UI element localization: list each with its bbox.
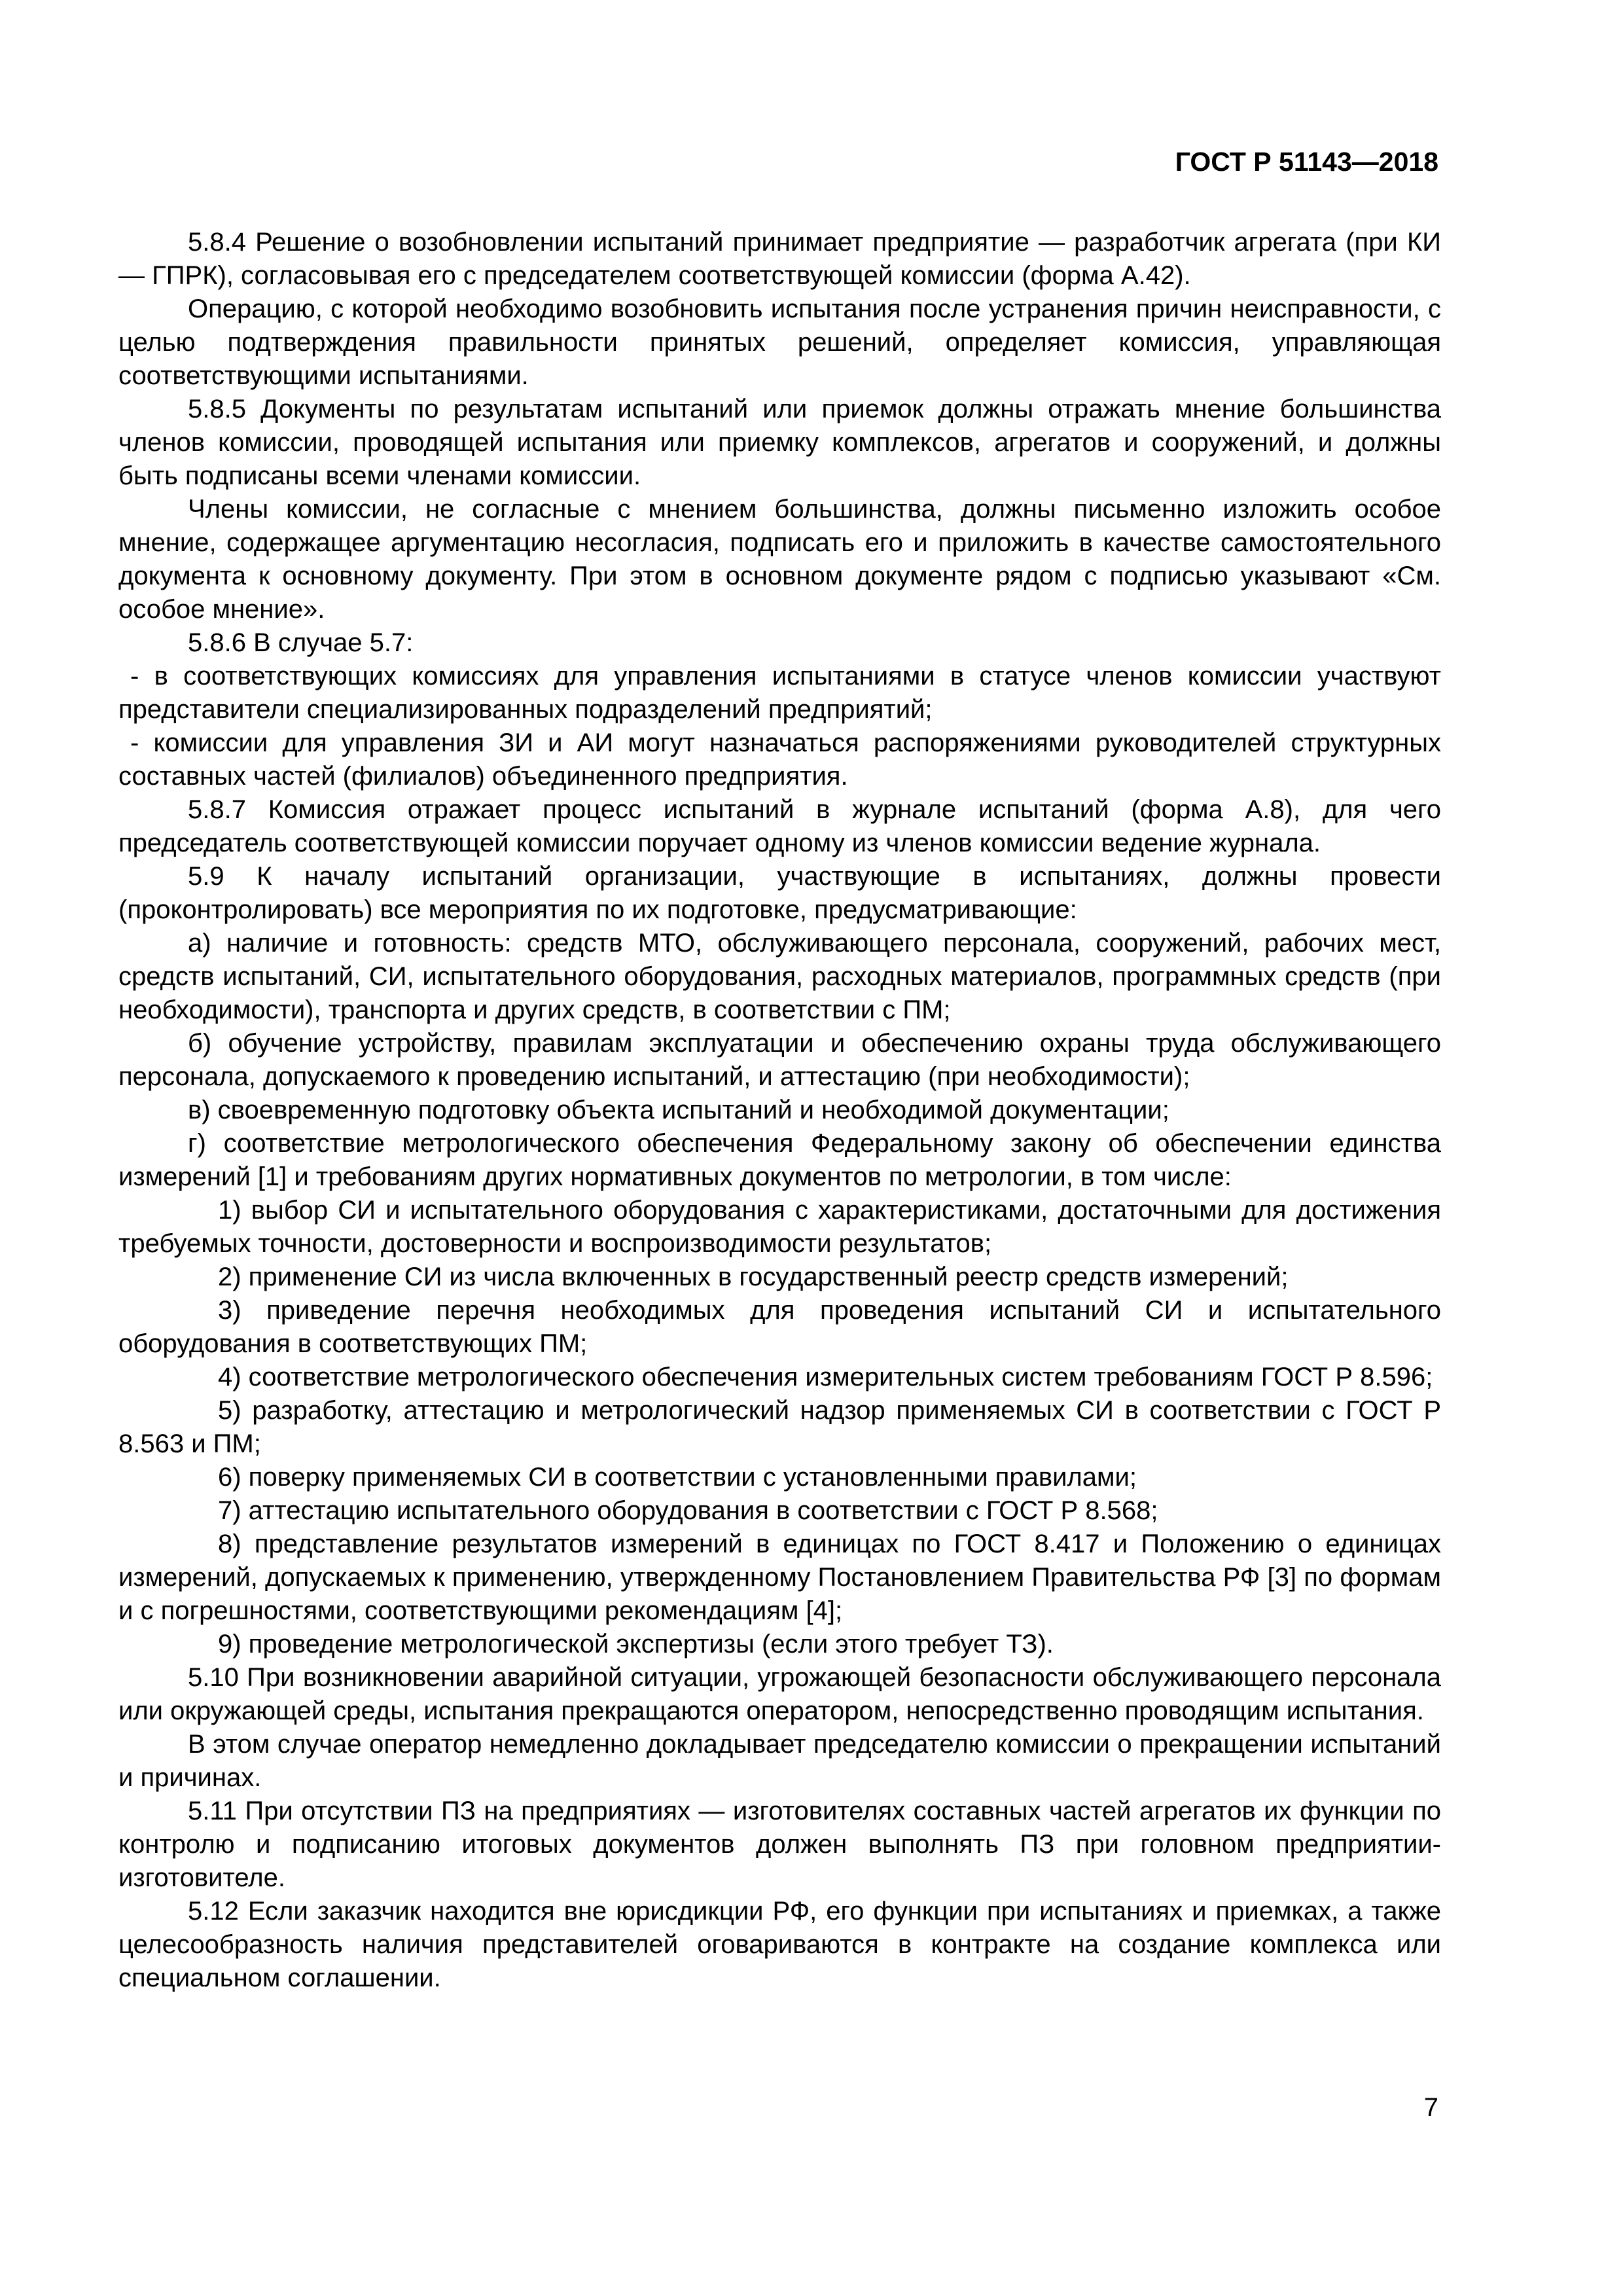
paragraph: 5.10 При возникновении аварийной ситуации, угрожающей безопасности обслуживающего персонала или окружающей среды, испытания прекращаются оператором, непосредственно проводящим испытания. [118,1663,1441,1725]
paragraph: 5.12 Если заказчик находится вне юрисдикции РФ, его функции при испытаниях и приемках, а также целесообразность наличия представителей оговариваются в контракте на создание комплекса или специальном соглашении. [118,1897,1441,1992]
sub-list-item: 1) выбор СИ и испытательного оборудования с характеристиками, достаточными для достижения требуемых точности, достоверности и воспроизводимости результатов; [118,1196,1441,1258]
paragraph: 5.8.5 Документы по результатам испытаний или приемок должны отражать мнение большинства членов комиссии, проводящей испытания или приемку комплексов, агрегатов и сооружений, и должны быть подписаны всеми членами комиссии. [118,395,1441,490]
list-item: б) обучение устройству, правилам эксплуатации и обеспечению охраны труда обслуживающего персонала, допускаемого к проведению испытаний, и аттестацию (при необходимости); [118,1029,1441,1091]
sub-list-item: 8) представление результатов измерений в единицах по ГОСТ 8.417 и Положению о единицах измерений, допускаемых к применению, утвержденному Постановлением Правительства РФ [3] по формам и с погрешностями, соответствующими рекомендациям [4]; [118,1530,1441,1625]
list-item: г) соответствие метрологического обеспечения Федеральному закону об обеспечении единства измерений [1] и требованиям других нормативных документов по метрологии, в том числе: [118,1129,1441,1191]
page-number: 7 [1423,2093,1438,2122]
sub-list-item: 3) приведение перечня необходимых для проведения испытаний СИ и испытательного оборудования в соответствующих ПМ; [118,1296,1441,1358]
paragraph: 5.8.7 Комиссия отражает процесс испытаний в журнале испытаний (форма А.8), для чего председатель соответствующей комиссии поручает одному из членов комиссии ведение журнала. [118,795,1441,857]
sub-list-item: 5) разработку, аттестацию и метрологический надзор применяемых СИ в соответствии с ГОСТ Р 8.563 и ПМ; [118,1396,1441,1458]
paragraph: 5.8.4 Решение о возобновлении испытаний принимает предприятие — разработчик агрегата (при КИ — ГПРК), согласовывая его с председателем соответствующей комиссии (форма А.42). [118,228,1441,290]
body-text [118,226,1441,1995]
sub-list-item: 7) аттестацию испытательного оборудования в соответствии с ГОСТ Р 8.568; [218,1496,1158,1525]
paragraph: В этом случае оператор немедленно докладывает председателю комиссии о прекращении испытаний и причинах. [118,1730,1441,1792]
paragraph: Операцию, с которой необходимо возобновить испытания после устранения причин неисправности, с целью подтверждения правильности принятых решений, определяет комиссия, управляющая соответствующими испытаниями. [118,295,1441,390]
sub-list-item: 2) применение СИ из числа включенных в государственный реестр средств измерений; [218,1263,1289,1291]
paragraph: 5.11 При отсутствии ПЗ на предприятиях — изготовителях составных частей агрегатов их функции по контролю и подписанию итоговых документов должен выполнять ПЗ при головном предприятии-изготовителе. [118,1797,1441,1892]
paragraph: 5.8.6 В случае 5.7: [188,628,414,657]
paragraph: Члены комиссии, не согласные с мнением большинства, должны письменно изложить особое мнение, содержащее аргументацию несогласия, подписать его и приложить в качестве самостоятельного документа к основному документу. При этом в основном документе рядом с подписью указывают «См. особое мнение». [118,495,1441,624]
sub-list-item: 6) поверку применяемых СИ в соответствии с установленными правилами; [218,1463,1137,1492]
sub-list-item: 9) проведение метрологической экспертизы (если этого требует ТЗ). [218,1630,1054,1659]
list-item: в) своевременную подготовку объекта испытаний и необходимой документации; [188,1096,1169,1124]
dash-list-item: - в соответствующих комиссиях для управления испытаниями в статусе членов комиссии участвуют представители специализированных подразделений предприятий; [118,662,1441,724]
paragraph: 5.9 К началу испытаний организации, участвующие в испытаниях, должны провести (проконтролировать) все мероприятия по их подготовке, предусматривающие: [118,862,1441,924]
dash-list-item: - комиссии для управления ЗИ и АИ могут назначаться распоряжениями руководителей структурных составных частей (филиалов) объединенного предприятия. [118,728,1441,791]
document-code-header: ГОСТ Р 51143—2018 [1175,147,1438,177]
sub-list-item: 4) соответствие метрологического обеспечения измерительных систем требованиям ГОСТ Р 8.596; [218,1363,1433,1391]
list-item: а) наличие и готовность: средств МТО, обслуживающего персонала, сооружений, рабочих мест, средств испытаний, СИ, испытательного оборудования, расходных материалов, программных средств (при необходимости), транспорта и других средств, в соответствии с ПМ; [118,929,1441,1024]
